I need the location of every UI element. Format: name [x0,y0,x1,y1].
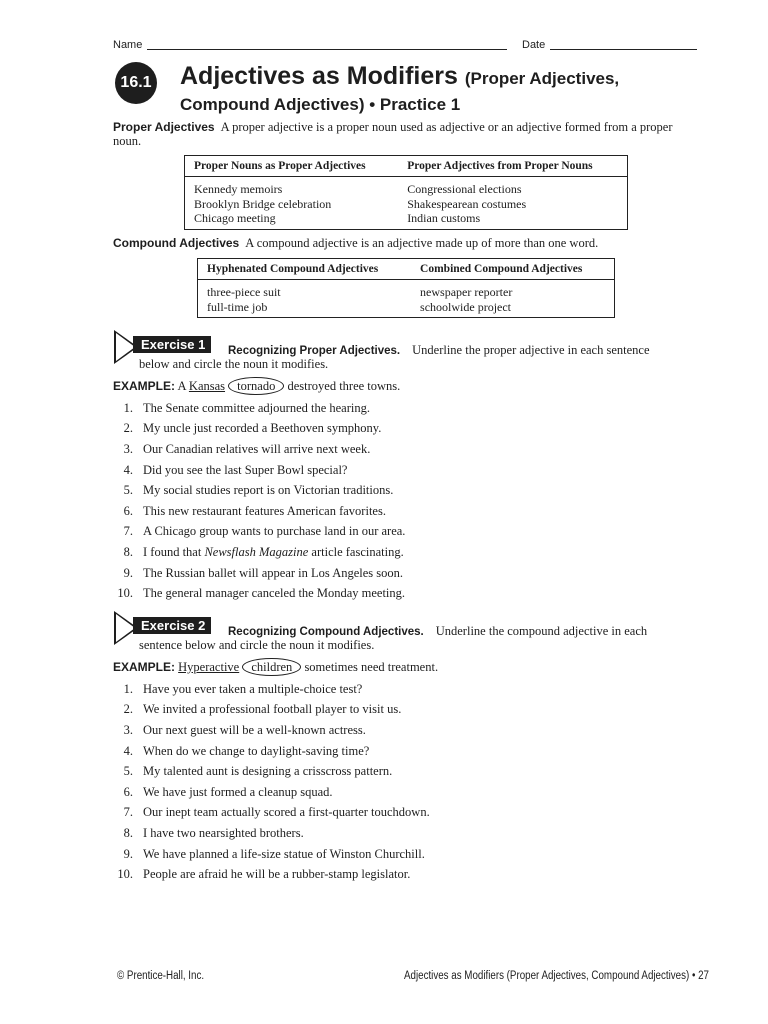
list-item [113,782,430,803]
item-text-post: article fascinating. [308,544,404,559]
example-post: destroyed three towns. [287,379,401,393]
example-circled: tornado [228,377,284,395]
example-circled: children [242,658,301,676]
exercise2-heading: Recognizing Compound Adjectives. [228,626,424,638]
table-cell: schoolwide project [420,299,512,314]
table-cell: Indian customs [407,211,481,225]
item-number: 9. [123,565,133,580]
exercise1-instruction: Underline the proper adjective in each sentence [412,343,650,357]
list-item [113,398,405,419]
list-item [113,803,430,824]
compound-definition [113,236,703,250]
name-field[interactable] [147,49,507,50]
example-underlined: Hyperactive [178,660,240,674]
item-text: My talented aunt is designing a crisscross pattern. [143,764,393,779]
item-text: Did you see the last Super Bowl special? [143,462,348,477]
exercise2-label: Exercise 2 [133,617,211,634]
exercise2-example [113,660,438,675]
list-item [113,522,405,543]
compound-text: A compound adjective is an adjective made up of more than one word. [245,236,599,250]
footer-copyright: © Prentice-Hall, Inc. [117,970,205,982]
item-number: 1. [123,681,133,696]
table-cell: Chicago meeting [194,211,276,225]
exercise1-example [113,379,400,394]
page-title [180,62,619,91]
title-sub1: (Proper Adjectives, [464,69,620,88]
item-number: 4. [123,462,133,477]
exercise1-instruction-cont: below and circle the noun it modifies. [139,357,329,371]
item-number: 6. [123,784,133,799]
list-item [113,439,405,460]
exercise1-heading: Recognizing Proper Adjectives. [228,345,401,357]
item-text: The Senate committee adjourned the hearing. [143,400,370,415]
date-field[interactable] [550,49,697,50]
example-label: EXAMPLE: [113,660,176,674]
item-number: 3. [123,441,133,456]
example-label: EXAMPLE: [113,379,176,393]
table-header: Proper Adjectives from Proper Nouns [398,156,627,177]
item-number: 10. [117,867,133,882]
table-row [185,197,628,212]
title-main: Adjectives as Modifiers [180,62,458,90]
proper-text: A proper adjective is a proper noun used as adjective or an adjective formed from a proper noun. [113,120,673,148]
exercise2-list [113,679,430,885]
table-cell: Kennedy memoirs [194,182,283,196]
item-text: The general manager canceled the Monday meeting. [143,586,406,601]
item-text: This new restaurant features American favorites. [143,503,386,518]
item-number: 2. [123,421,133,436]
list-item [113,501,405,522]
title-sub2: Compound Adjectives) • Practice 1 [180,95,461,114]
item-text: My social studies report is on Victorian traditions. [143,483,394,498]
item-number: 5. [123,483,133,498]
item-text: The Russian ballet will appear in Los Angeles soon. [143,565,404,580]
item-number: 2. [123,702,133,717]
list-item [113,563,405,584]
table-cell: Congressional elections [407,182,522,196]
exercise2-instruction: Underline the compound adjective in each [435,624,648,638]
item-text: Our next guest will be a well-known actress. [143,722,366,737]
item-text: We have planned a life-size statue of Winston Churchill. [143,846,425,861]
exercise2-instruction-cont: sentence below and circle the noun it modifies. [139,638,375,652]
item-text: A Chicago group wants to purchase land in our area. [143,524,406,539]
table-cell: newspaper reporter [420,285,513,299]
item-text: My uncle just recorded a Beethoven symphony. [143,421,382,436]
list-item [113,480,405,501]
item-number: 8. [123,825,133,840]
item-number: 6. [123,503,133,518]
list-item [113,864,430,885]
proper-definition [113,120,703,148]
table-header: Combined Compound Adjectives [411,259,614,280]
table-row [198,280,615,300]
item-text: When do we change to daylight-saving time? [143,743,370,758]
item-text: We invited a professional football player to visit us. [143,702,402,717]
exercise1-list [113,398,405,604]
table-header: Proper Nouns as Proper Adjectives [185,156,399,177]
proper-table [184,155,628,230]
exercise1-label: Exercise 1 [133,336,211,353]
table-cell: Brooklyn Bridge celebration [194,196,332,211]
list-item [113,460,405,481]
item-text: I found that [143,544,205,559]
item-text: Our inept team actually scored a first-quarter touchdown. [143,805,430,820]
table-row [185,211,628,229]
table-header: Hyphenated Compound Adjectives [198,259,412,280]
item-number: 7. [123,524,133,539]
name-label: Name [113,39,143,51]
list-item [113,679,430,700]
item-italic: Newsflash Magazine [204,544,309,559]
item-number: 4. [123,743,133,758]
item-text: Our Canadian relatives will arrive next week. [143,441,371,456]
list-item [113,761,430,782]
list-item [113,720,430,741]
compound-lead: Compound Adjectives [113,236,240,250]
item-number: 5. [123,764,133,779]
list-item [113,542,405,563]
item-number: 3. [123,722,133,737]
list-item [113,823,430,844]
compound-table [197,258,615,318]
list-item [113,844,430,865]
item-text: We have just formed a cleanup squad. [143,784,333,799]
footer-page-info: Adjectives as Modifiers (Proper Adjectives, Compound Adjectives) • 27 [404,970,709,982]
item-number: 9. [123,846,133,861]
item-number: 10. [117,586,133,601]
table-cell: three-piece suit [207,285,281,299]
item-number: 1. [123,400,133,415]
example-pre: A [177,379,186,393]
proper-lead: Proper Adjectives [113,120,215,134]
date-label: Date [522,39,546,51]
list-item [113,700,430,721]
example-underlined: Kansas [188,379,226,393]
section-badge: 16.1 [115,62,157,104]
table-cell: Shakespearean costumes [407,196,527,211]
table-row [185,177,628,197]
table-cell: full-time job [207,299,268,314]
list-item [113,419,405,440]
example-post: sometimes need treatment. [304,660,439,674]
item-number: 7. [123,805,133,820]
item-text: I have two nearsighted brothers. [143,825,304,840]
table-row [198,300,615,318]
item-text: People are afraid he will be a rubber-stamp legislator. [143,867,411,882]
item-number: 8. [123,544,133,559]
item-text: Have you ever taken a multiple-choice test? [143,681,363,696]
list-item [113,583,405,604]
list-item [113,741,430,762]
